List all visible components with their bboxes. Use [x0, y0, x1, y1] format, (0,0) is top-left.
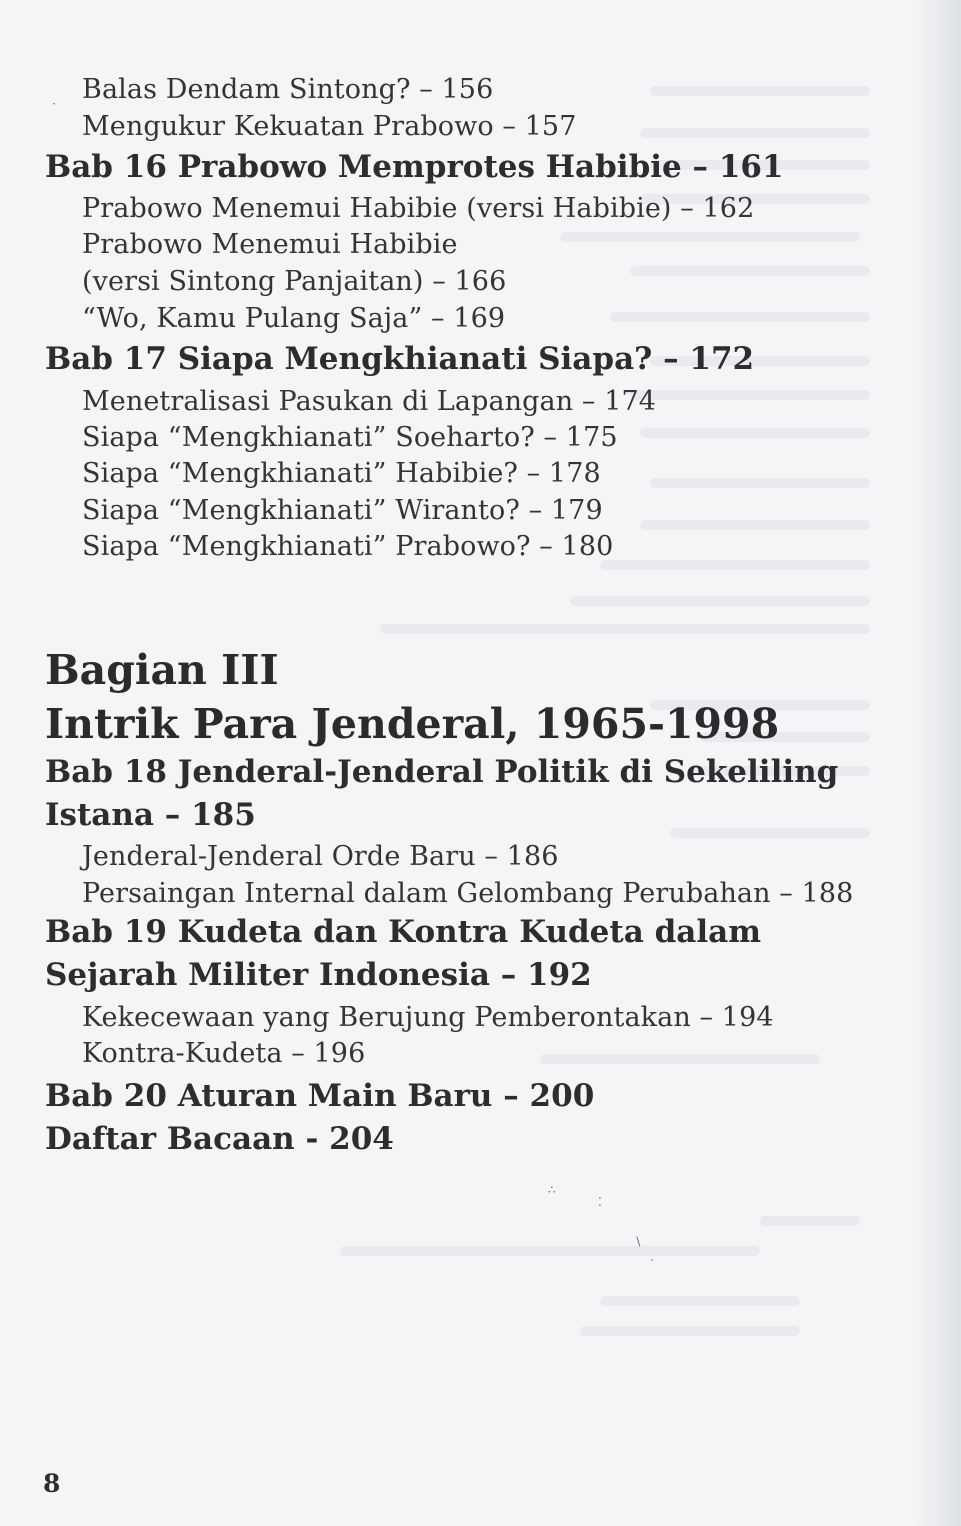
toc-entry: Kontra-Kudeta – 196	[82, 1038, 366, 1069]
ink-speck: ∖	[634, 1235, 642, 1249]
toc-entry: Siapa “Mengkhianati” Wiranto? – 179	[82, 495, 603, 526]
chapter-heading-bab-18: Bab 18 Jenderal-Jenderal Politik di Sekeliling	[45, 754, 839, 790]
part-label: Bagian III	[45, 646, 279, 694]
toc-entry: Menetralisasi Pasukan di Lapangan – 174	[82, 386, 657, 417]
toc-entry: Prabowo Menemui Habibie	[82, 229, 458, 260]
toc-entry: Jenderal-Jenderal Orde Baru – 186	[82, 841, 559, 872]
part-title: Intrik Para Jenderal, 1965-1998	[45, 700, 780, 748]
toc-entry: Prabowo Menemui Habibie (versi Habibie) – 162	[82, 193, 755, 224]
toc-entry: “Wo, Kamu Pulang Saja” – 169	[82, 303, 506, 334]
page-number: 8	[43, 1469, 61, 1498]
toc-entry: Balas Dendam Sintong? – 156	[82, 74, 494, 105]
toc-entry: Siapa “Mengkhianati” Prabowo? – 180	[82, 531, 614, 562]
toc-entry: Mengukur Kekuatan Prabowo – 157	[82, 111, 577, 142]
toc-entry: Kekecewaan yang Berujung Pemberontakan – 194	[82, 1002, 774, 1033]
chapter-heading-bab-18-continued: Istana – 185	[45, 797, 256, 833]
chapter-heading-bab-17: Bab 17 Siapa Mengkhianati Siapa? – 172	[45, 341, 755, 377]
chapter-heading-bab-20: Bab 20 Aturan Main Baru – 200	[45, 1078, 595, 1114]
chapter-heading-bab-19-continued: Sejarah Militer Indonesia – 192	[45, 957, 592, 993]
toc-entry: Siapa “Mengkhianati” Habibie? – 178	[82, 458, 601, 489]
ink-speck: ⁚	[598, 1195, 602, 1209]
ink-speck: ⋅	[650, 1253, 655, 1267]
toc-entry: (versi Sintong Panjaitan) – 166	[82, 266, 507, 297]
toc-entry: Persaingan Internal dalam Gelombang Perubahan – 188	[82, 878, 854, 909]
ink-speck: ⋅	[52, 97, 57, 111]
chapter-heading-bab-16: Bab 16 Prabowo Memprotes Habibie – 161	[45, 149, 784, 185]
chapter-heading-bab-19: Bab 19 Kudeta dan Kontra Kudeta dalam	[45, 914, 762, 950]
toc-entry: Siapa “Mengkhianati” Soeharto? – 175	[82, 422, 618, 453]
bibliography-heading: Daftar Bacaan - 204	[45, 1121, 394, 1157]
ink-speck: ∴	[548, 1183, 556, 1197]
